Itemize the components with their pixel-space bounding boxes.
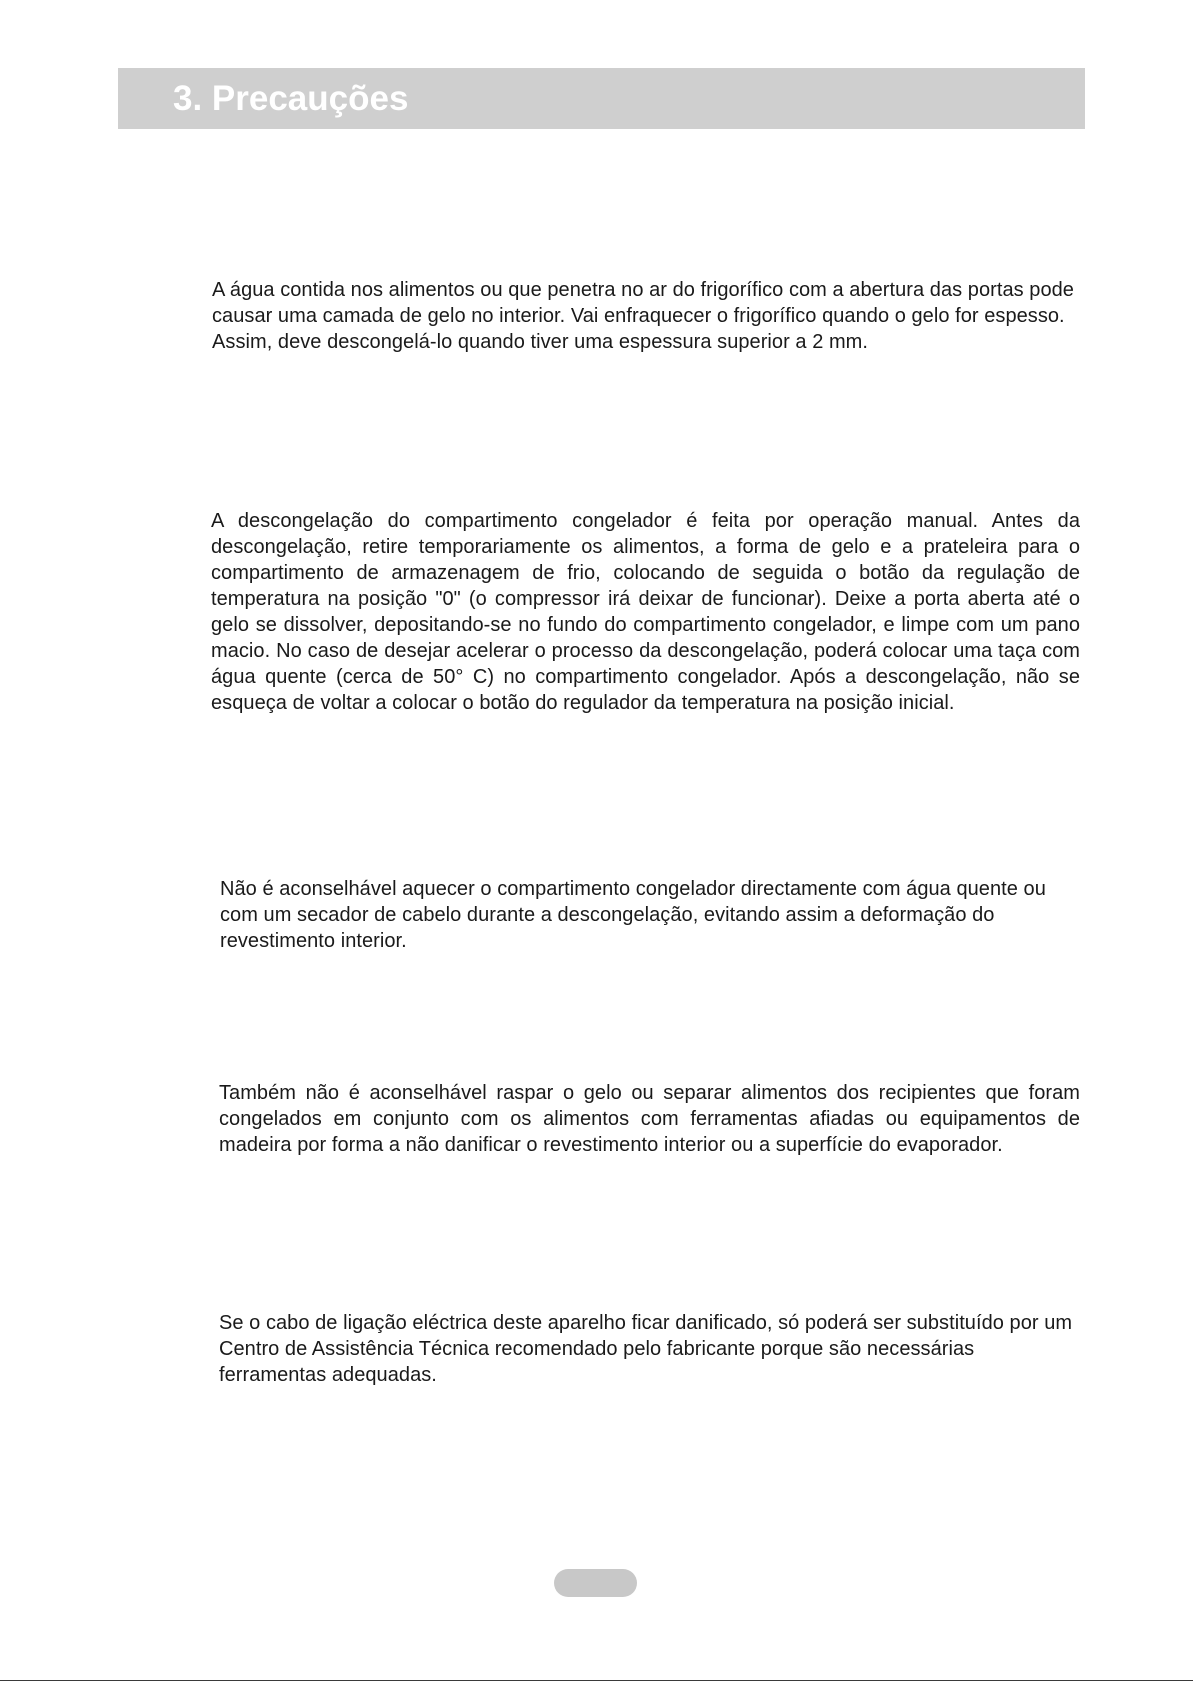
section-title: 3. Precauções xyxy=(173,79,409,118)
bottom-divider xyxy=(0,1680,1193,1681)
paragraph-ice-formation: A água contida nos alimentos ou que penetra no ar do frigorífico com a abertura das portas pode causar uma camada de gelo no interior. Vai enfraquecer o frigorífico quando o gelo for espesso. Assim, deve descongelá-lo quando tiver uma espessura superior a 2 mm. xyxy=(212,279,1074,353)
paragraph-manual-defrost: A descongelação do compartimento congelador é feita por operação manual. Antes da descongelação, retire temporariamente os alimentos, a forma de gelo e a prateleira para o compartimento de armazenagem de frio, colocando de seguida o botão da regulação de temperatura na posição "0" (o compressor irá deixar de funcionar). Deixe a porta aberta até o gelo se dissolver, depositando-se no fundo do compartimento congelador, e limpe com um pano macio. No caso de desejar acelerar o processo da descongelação, poderá colocar uma taça com água quente (cerca de 50° C) no compartimento congelador. Após a descongelação, não se esqueça de voltar a colocar o botão do regulador da temperatura na posição inicial. xyxy=(211,510,1080,714)
page-number-badge xyxy=(554,1569,637,1597)
section-header-bar xyxy=(118,68,1085,129)
paragraph-no-hot-water: Não é aconselhável aquecer o compartimento congelador directamente com água quente ou com um secador de cabelo durante a descongelação, evitando assim a deformação do revestimento interior. xyxy=(220,878,1046,952)
paragraph-power-cable: Se o cabo de ligação eléctrica deste aparelho ficar danificado, só poderá ser substituído por um Centro de Assistência Técnica recomendado pelo fabricante porque são necessárias ferramentas adequadas. xyxy=(219,1312,1073,1386)
paragraph-no-sharp-tools: Também não é aconselhável raspar o gelo ou separar alimentos dos recipientes que foram congelados em conjunto com os alimentos com ferramentas afiadas ou equipamentos de madeira por forma a não danificar o revestimento interior ou a superfície do evaporador. xyxy=(219,1082,1080,1156)
